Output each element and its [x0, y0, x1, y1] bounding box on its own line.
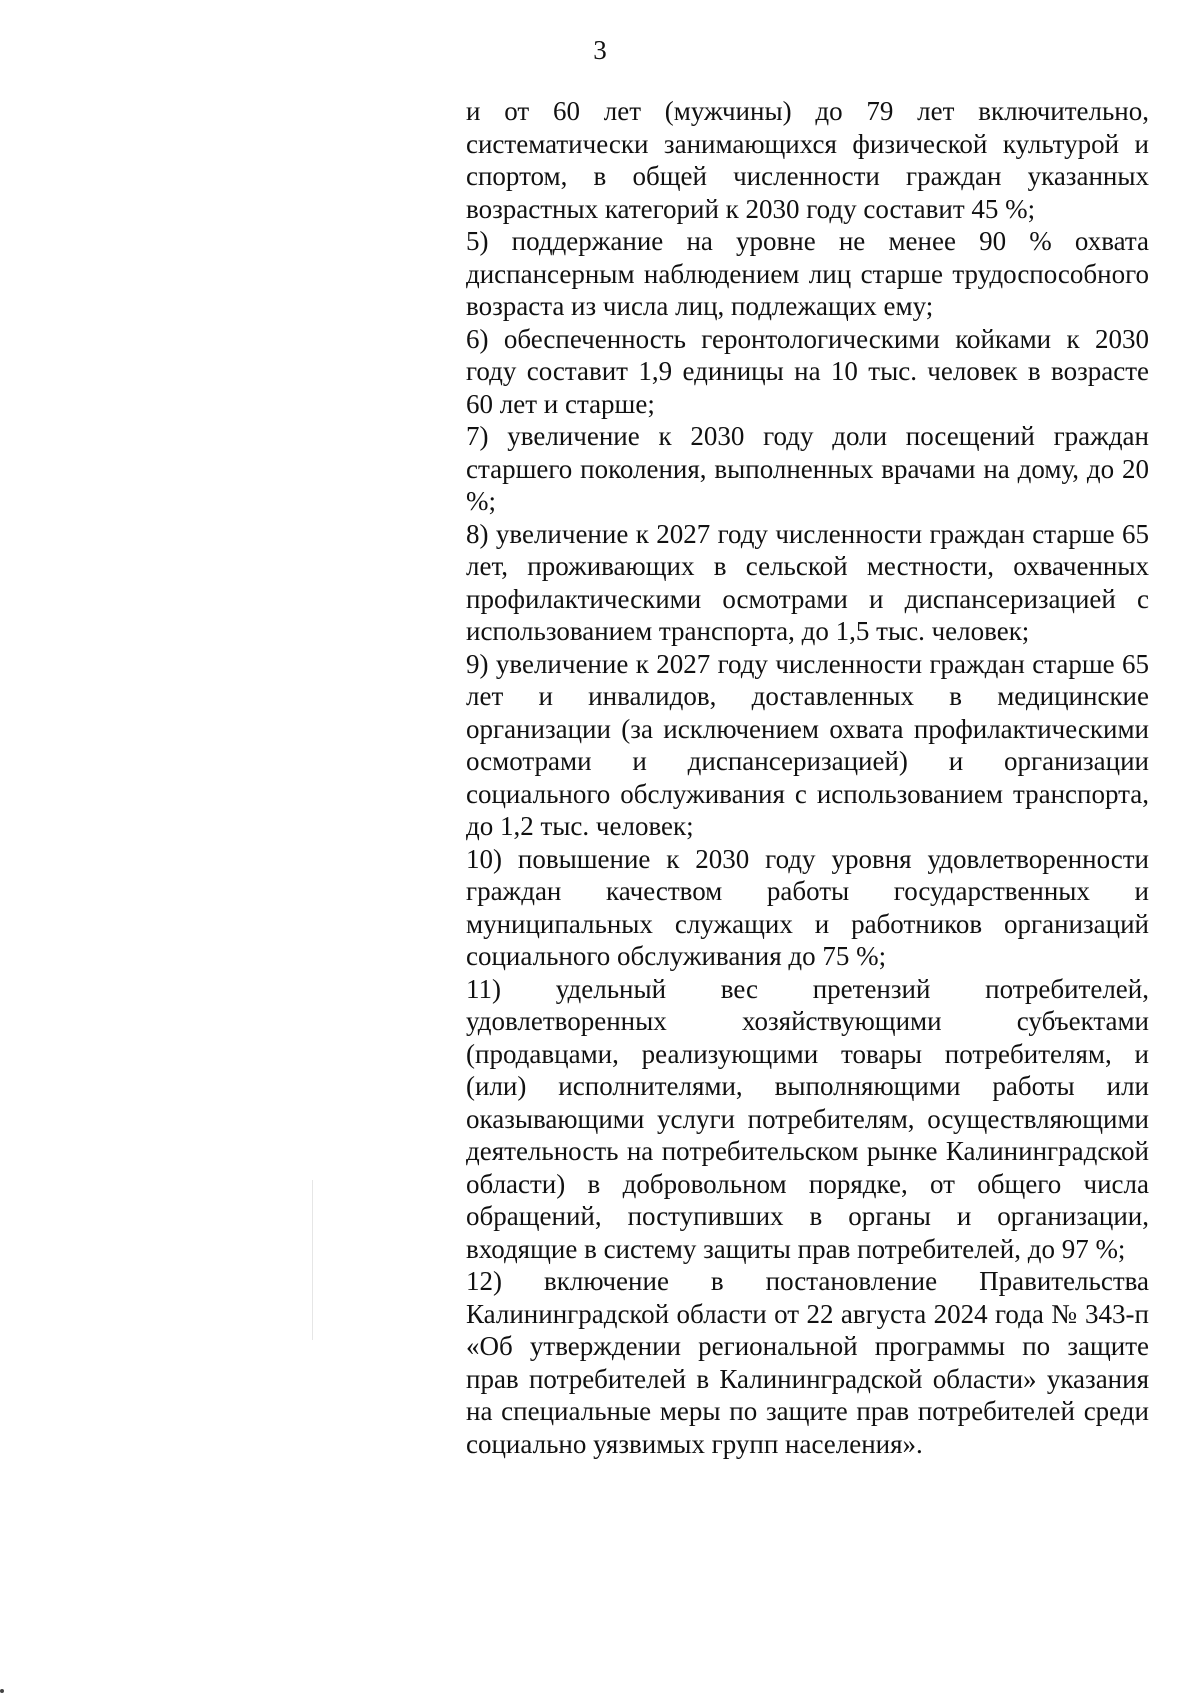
list-item-5: 5) поддержание на уровне не менее 90 % охвата диспансерным наблюдением лиц старше трудоспособного возраста из числа лиц, подлежащих ему; [466, 226, 1149, 321]
list-item-11: 11) удельный вес претензий потребителей, удовлетворенных хозяйствующими субъектами (продавцами, реализующими товары потребителям, и (или) исполнителями, выполняющими работы или оказывающими услуги потребителям, осуществляющими деятельность на потребительском рынке Калининградской области) в добровольном порядке, от общего числа обращений, поступивших в органы и организации, входящие в систему защиты прав потребителей, до 97 %; [466, 973, 1149, 1264]
page-number: 3 [593, 35, 607, 65]
document-body [466, 95, 1149, 1460]
list-item-7: 7) увеличение к 2030 году доли посещений граждан старшего поколения, выполненных врачами на дому, до 20 %; [466, 421, 1149, 516]
scan-artifact-line [312, 1180, 313, 1340]
list-item-12: 12) включение в постановление Правительства Калининградской области от 22 августа 2024 года № 343-п «Об утверждении региональной программы по защите прав потребителей в Калининградской области» указания на специальные меры по защите прав потребителей среди социально уязвимых групп населения». [466, 1266, 1149, 1459]
list-item-10: 10) повышение к 2030 году уровня удовлетворенности граждан качеством работы государственных и муниципальных служащих и работников организаций социального обслуживания до 75 %; [466, 843, 1149, 971]
list-item-8: 8) увеличение к 2027 году численности граждан старше 65 лет, проживающих в сельской местности, охваченных профилактическими осмотрами и диспансеризацией с использованием транспорта, до 1,5 тыс. человек; [466, 518, 1149, 646]
paragraph-continuation: и от 60 лет (мужчины) до 79 лет включительно, систематически занимающихся физической культурой и спортом, в общей численности граждан указанных возрастных категорий к 2030 году составит 45 %; [466, 96, 1149, 224]
list-item-9: 9) увеличение к 2027 году численности граждан старше 65 лет и инвалидов, доставленных в медицинские организации (за исключением охвата профилактическими осмотрами и диспансеризацией) и организации социального обслуживания с использованием транспорта, до 1,2 тыс. человек; [466, 648, 1149, 841]
scan-artifact-speck [0, 1689, 4, 1693]
list-item-6: 6) обеспеченность геронтологическими койками к 2030 году составит 1,9 единицы на 10 тыс. человек в возрасте 60 лет и старше; [466, 323, 1149, 419]
